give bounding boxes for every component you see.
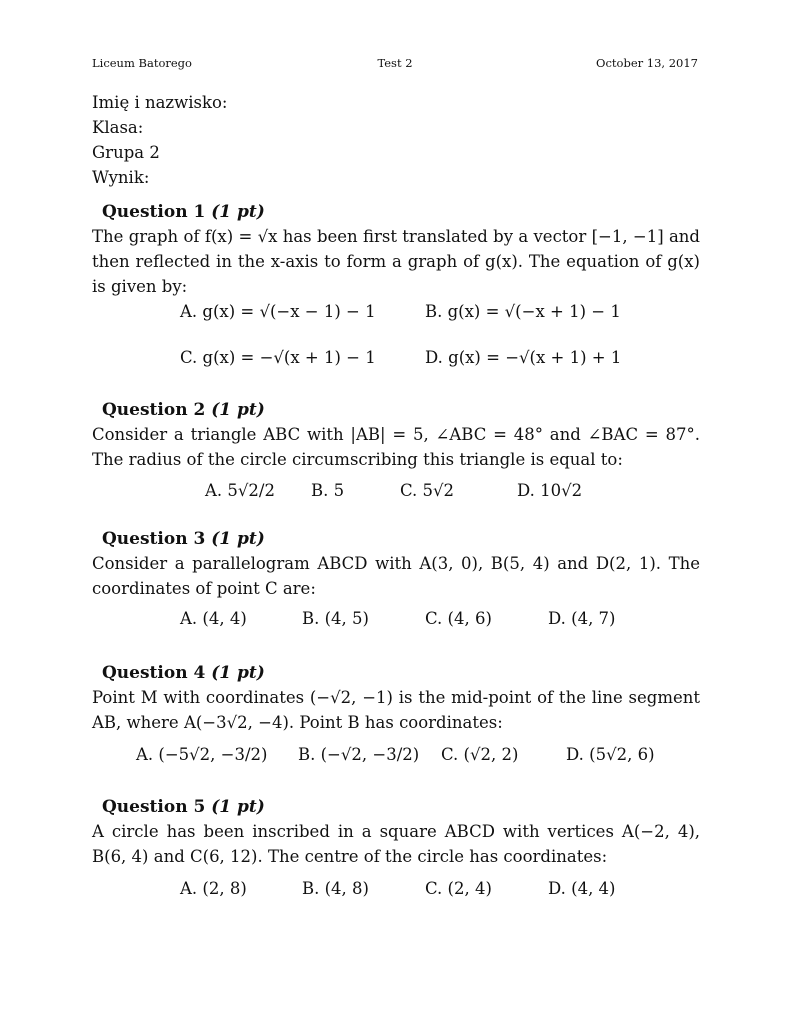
- question-1: [92, 200, 700, 299]
- question-title: Question 4 (1 pt): [102, 663, 265, 683]
- question-text: Point M with coordinates (−√2, −1) is the mid-point of the line segment AB, where A(−3√2, −4). Point B has coordinates:: [92, 688, 700, 732]
- q4-option-b: B. (−√2, −3/2): [298, 745, 420, 764]
- question-title: Question 1 (1 pt): [102, 202, 265, 222]
- question-text: Consider a triangle ABC with |AB| = 5, ∠ABC = 48° and ∠BAC = 87°. The radius of the circle circumscribing this triangle is equal to:: [92, 425, 700, 469]
- question-text: The graph of f(x) = √x has been first translated by a vector [−1, −1] and then reflected in the x-axis to form a graph of g(x). The equation of g(x) is given by:: [92, 227, 700, 296]
- q2-option-b: B. 5: [311, 481, 345, 500]
- q5-option-c: C. (2, 4): [425, 879, 492, 898]
- page-header: [92, 56, 698, 72]
- q5-option-b: B. (4, 8): [302, 879, 369, 898]
- question-5: [92, 795, 700, 869]
- q4-option-d: D. (5√2, 6): [566, 745, 655, 764]
- group-label: Grupa 2: [92, 143, 160, 162]
- q5-option-a: A. (2, 8): [180, 879, 247, 898]
- q3-option-b: B. (4, 5): [302, 609, 369, 628]
- name-label: Imię i nazwisko:: [92, 93, 228, 112]
- class-label: Klasa:: [92, 118, 144, 137]
- question-4: [92, 661, 700, 735]
- q1-option-c: C. g(x) = −√(x + 1) − 1: [180, 348, 376, 367]
- header-test: Test 2: [377, 56, 413, 70]
- q2-option-d: D. 10√2: [517, 481, 583, 500]
- question-text: Consider a parallelogram ABCD with A(3, 0), B(5, 4) and D(2, 1). The coordinates of point C are:: [92, 554, 700, 598]
- question-text: A circle has been inscribed in a square ABCD with vertices A(−2, 4), B(6, 4) and C(6, 12). The centre of the circle has coordinates:: [92, 822, 700, 866]
- question-3: [92, 527, 700, 601]
- question-title: Question 5 (1 pt): [102, 797, 265, 817]
- student-info: [92, 90, 228, 190]
- q1-option-a: A. g(x) = √(−x − 1) − 1: [180, 302, 376, 321]
- q4-option-c: C. (√2, 2): [441, 745, 519, 764]
- q3-option-a: A. (4, 4): [180, 609, 247, 628]
- header-date: October 13, 2017: [596, 56, 698, 70]
- q3-option-c: C. (4, 6): [425, 609, 492, 628]
- q4-option-a: A. (−5√2, −3/2): [136, 745, 268, 764]
- q2-option-a: A. 5√2/2: [205, 481, 275, 500]
- question-title: Question 3 (1 pt): [102, 529, 265, 549]
- question-2: [92, 398, 700, 472]
- score-label: Wynik:: [92, 168, 150, 187]
- q1-option-d: D. g(x) = −√(x + 1) + 1: [425, 348, 622, 367]
- header-school: Liceum Batorego: [92, 56, 192, 70]
- question-title: Question 2 (1 pt): [102, 400, 265, 420]
- q5-option-d: D. (4, 4): [548, 879, 616, 898]
- q3-option-d: D. (4, 7): [548, 609, 616, 628]
- q2-option-c: C. 5√2: [400, 481, 455, 500]
- q1-option-b: B. g(x) = √(−x + 1) − 1: [425, 302, 621, 321]
